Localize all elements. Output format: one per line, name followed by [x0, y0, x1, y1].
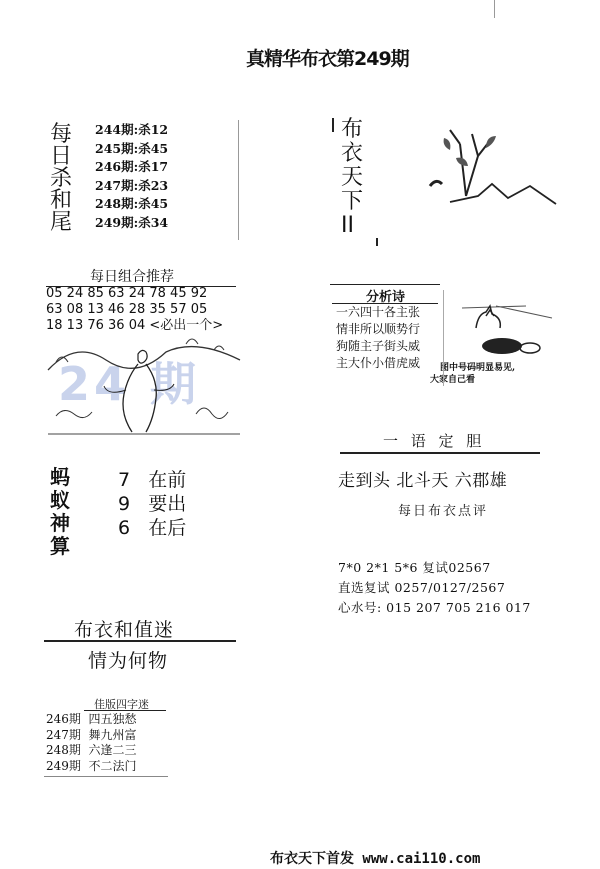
four-words-heading: 佳版四字迷 [94, 698, 149, 711]
note-line: 图中号码明显易见, [440, 363, 516, 373]
poem-top-line [330, 284, 440, 285]
combo-row: 18 13 76 36 04 <必出一个> [46, 318, 224, 333]
poem-line: 狗随主子街头威 [336, 339, 421, 353]
list-item: 7 在前 [118, 469, 187, 491]
riddle-subtitle: 情为何物 [88, 650, 169, 672]
number-line: 直选复试 0257/0127/2567 [338, 580, 506, 595]
label-char: II [341, 213, 354, 238]
slogan: 走到头 北斗天 六郡雄 [338, 471, 508, 491]
tianxia-rule [332, 118, 334, 132]
riddle-underline [44, 640, 236, 642]
combo-row: 63 08 13 46 28 35 57 05 [46, 302, 208, 317]
label-char: 衣 [341, 141, 364, 166]
note-line: 大家自己看 [430, 375, 476, 385]
one-word-underline [340, 452, 540, 454]
ant-god-list [118, 468, 186, 540]
number-line: 心水号: 015 207 705 216 017 [338, 600, 531, 615]
list-item: 244期:杀12 [95, 122, 169, 137]
label-char: 天 [341, 165, 364, 190]
list-item: 246期 四五独愁 [46, 712, 137, 726]
section-divider [238, 120, 239, 240]
label-char: 蚁 [50, 488, 70, 512]
plant-illustration [420, 126, 560, 210]
poem-heading: 分析诗 [366, 290, 406, 305]
poem-lines [336, 304, 420, 372]
list-item: 248期:杀45 [95, 196, 169, 212]
poem-line: 主大仆小借虎威 [336, 356, 421, 370]
combo-heading: 每日组合推荐 [90, 269, 174, 285]
label-char: 布 [341, 117, 364, 142]
combo-numbers [46, 286, 223, 334]
number-line: 7*0 2*1 5*6 复试02567 [338, 560, 491, 575]
list-item: 246期:杀17 [95, 159, 169, 175]
four-words-underline [84, 710, 166, 711]
corner-mark [494, 0, 495, 18]
four-words-list [46, 712, 137, 774]
label-char: 尾 [50, 210, 73, 235]
label-char: 下 [341, 189, 364, 214]
one-word-heading: 一 语 定 胆 [383, 432, 486, 450]
number-block [338, 558, 531, 618]
label-char: 算 [50, 534, 70, 558]
combo-row: 05 24 85 63 24 78 45 92 [46, 286, 208, 301]
list-item: 247期 舞九州富 [46, 727, 137, 742]
label-char: 日 [50, 144, 73, 169]
lady-illustration [46, 330, 242, 440]
watermark-text: 24 期 [58, 357, 201, 411]
footer-text: 布衣天下首发 www.cai110.com [270, 851, 481, 867]
list-item: 6 在后 [118, 517, 187, 539]
list-item: 9 要出 [118, 493, 187, 515]
poem-line: 情非所以顺势行 [336, 322, 421, 336]
small-mark [376, 238, 378, 246]
review-label: 每日布衣点评 [398, 504, 489, 519]
label-char: 和 [50, 188, 73, 213]
riddle-title: 布衣和值迷 [74, 619, 175, 641]
list-item: 249期 不二法门 [46, 758, 137, 773]
ant-god-label [50, 466, 70, 558]
poem-line: 一六四十各主张 [336, 305, 421, 319]
kill-tail-label [50, 124, 72, 234]
poem-divider [443, 290, 444, 386]
label-char: 每 [50, 122, 73, 147]
label-char: 神 [50, 511, 70, 535]
label-char: 蚂 [50, 465, 70, 489]
tianxia-label [341, 118, 363, 238]
list-item: 249期:杀34 [95, 214, 169, 230]
list-item: 247期:杀23 [95, 177, 169, 193]
kill-tail-list [95, 121, 168, 233]
dog-illustration [456, 288, 556, 360]
four-words-bottom-line [44, 776, 168, 777]
list-item: 245期:杀45 [95, 140, 169, 156]
list-item: 248期 六逢二三 [46, 743, 137, 758]
page-title: 真精华布衣第249期 [246, 48, 409, 70]
label-char: 杀 [50, 166, 73, 191]
